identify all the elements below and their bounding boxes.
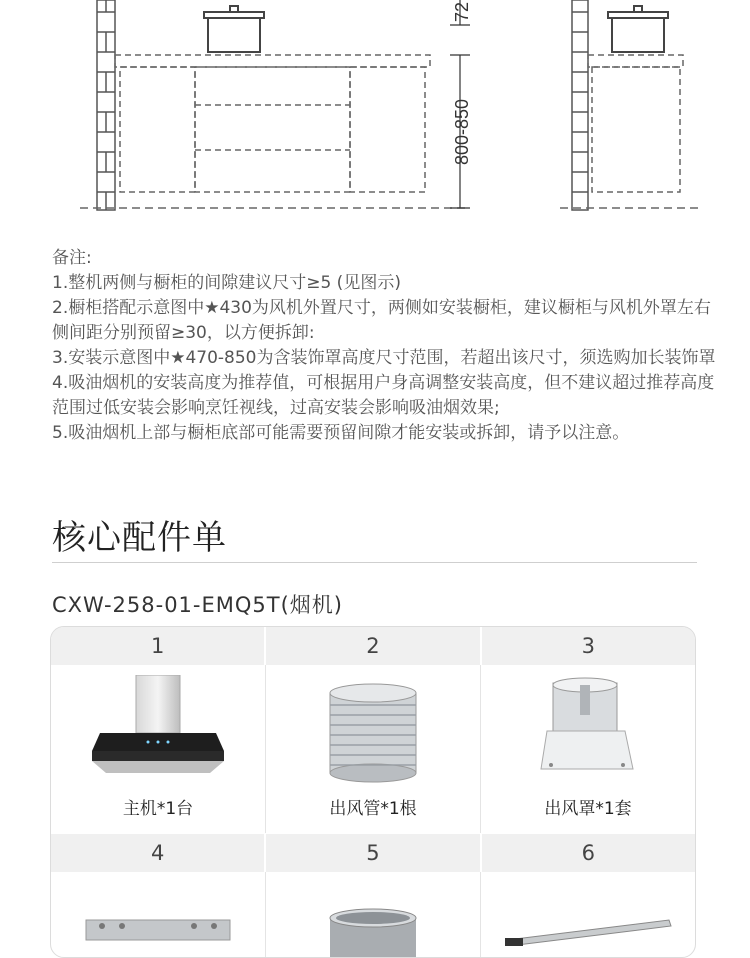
brick-wall-left bbox=[97, 0, 115, 210]
part-number: 3 bbox=[581, 634, 595, 658]
installation-diagram bbox=[0, 0, 750, 230]
bar-part-icon bbox=[503, 916, 673, 946]
part-number: 4 bbox=[51, 834, 266, 872]
exhaust-duct-icon bbox=[318, 679, 428, 783]
note-line-5: 5.吸油烟机上部与橱柜底部可能需要预留间隙才能安装或拆卸，请予以注意。 bbox=[52, 423, 630, 443]
part-caption: 主机*1台 bbox=[122, 799, 194, 819]
part-caption: 出风管*1根 bbox=[329, 799, 417, 819]
part-cell-main-unit bbox=[51, 665, 266, 833]
dim-top-label: 72 bbox=[452, 1, 472, 23]
notes-block bbox=[52, 246, 722, 446]
brick-wall-right bbox=[572, 0, 588, 210]
range-hood-icon bbox=[78, 675, 238, 785]
cabinet-diagram-svg bbox=[0, 0, 750, 230]
note-line-1: 1.整机两侧与橱柜的间隙建议尺寸≥5 (见图示) bbox=[52, 273, 401, 293]
notes-heading: 备注: bbox=[52, 248, 92, 268]
parts-grid bbox=[50, 626, 696, 958]
pot-right bbox=[608, 6, 668, 52]
part-number: 1 bbox=[51, 627, 266, 665]
note-line-4: 4.吸油烟机的安装高度为推荐值，可根据用户身高调整安装高度，但不建议超过推荐高度范围过低安装会影响烹饪视线，过高安装会影响吸油烟效果; bbox=[52, 373, 715, 418]
note-line-2: 2.橱柜搭配示意图中★430为风机外置尺寸，两侧如安装橱柜，建议橱柜与风机外罩左右侧间距分别预留≥30，以方便拆卸: bbox=[52, 298, 711, 343]
parts-header-row-1 bbox=[51, 627, 695, 665]
section-divider bbox=[52, 562, 697, 563]
parts-header-row-2 bbox=[51, 834, 695, 872]
mounting-bracket-icon bbox=[78, 912, 238, 952]
part-caption: 出风罩*1套 bbox=[544, 799, 632, 819]
part-number: 5 bbox=[266, 834, 481, 872]
part-cell-5 bbox=[266, 872, 481, 958]
parts-body-row-2 bbox=[51, 872, 695, 958]
note-line-3: 3.安装示意图中★470-850为含装饰罩高度尺寸范围，若超出该尺寸，须选购加长装饰罩 bbox=[52, 348, 716, 368]
part-cell-4 bbox=[51, 872, 266, 958]
parts-body-row-1 bbox=[51, 665, 695, 833]
part-cell-outlet-cover bbox=[481, 665, 695, 833]
part-number: 2 bbox=[266, 627, 481, 665]
pot-left bbox=[204, 6, 264, 52]
part-cell-exhaust-duct bbox=[266, 665, 481, 833]
part-number: 6 bbox=[581, 841, 595, 865]
outlet-cover-icon bbox=[533, 677, 643, 785]
model-label: CXW-258-01-EMQ5T(烟机) bbox=[52, 593, 343, 617]
cabinet-left bbox=[80, 55, 470, 208]
steel-ring-icon bbox=[318, 906, 428, 958]
dim-height-label: 800-850 bbox=[452, 98, 472, 166]
section-title: 核心配件单 bbox=[52, 518, 227, 558]
part-cell-6 bbox=[481, 872, 695, 958]
